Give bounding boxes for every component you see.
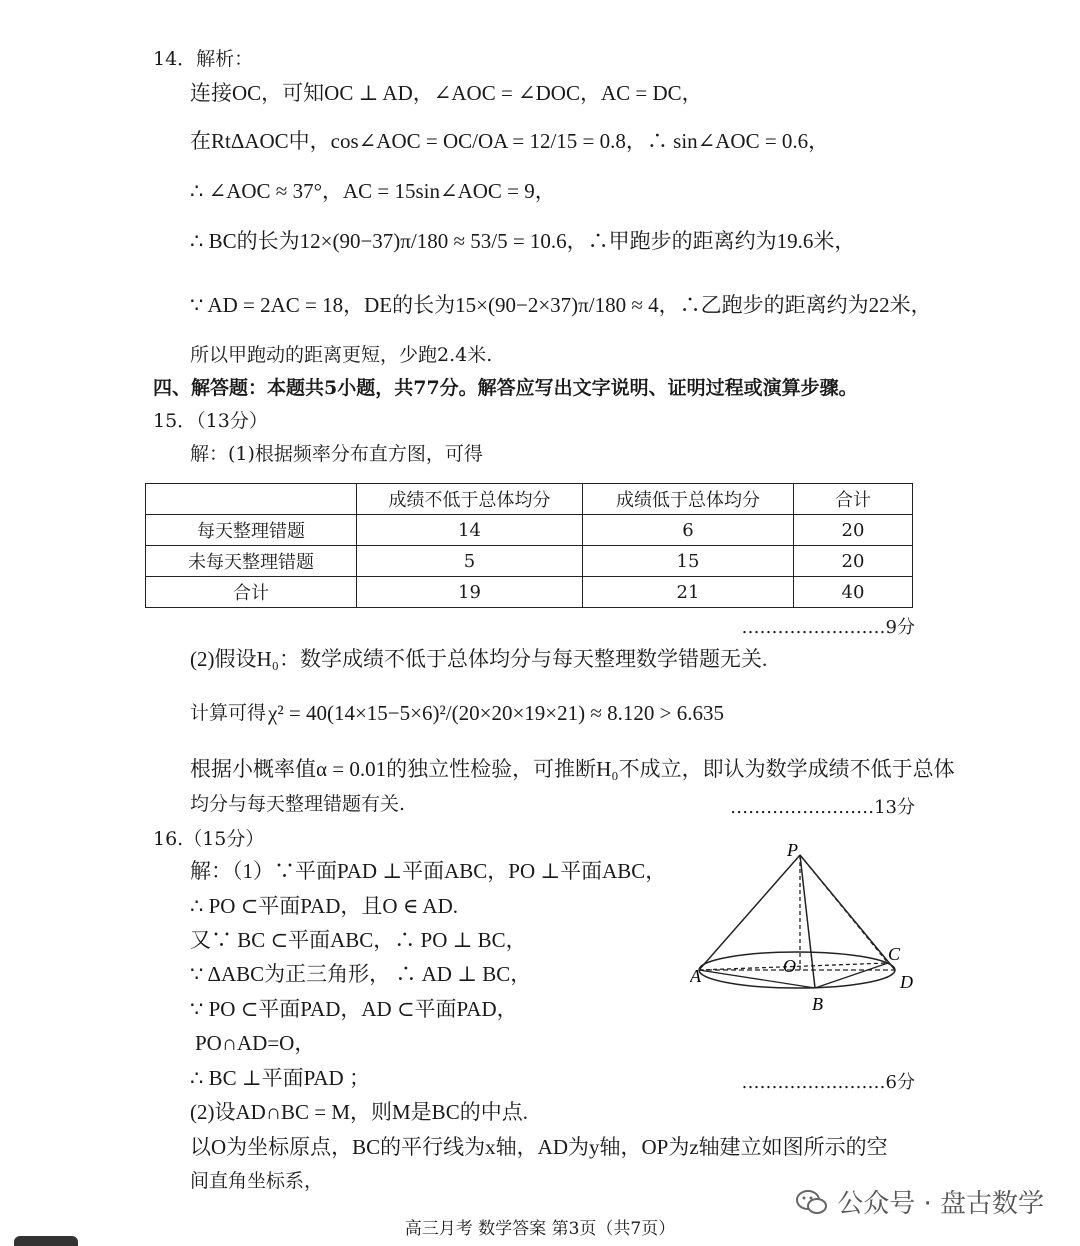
cone-figure xyxy=(690,840,920,1020)
table-cell: 合计 xyxy=(146,577,357,608)
table-cell: 未每天整理错题 xyxy=(146,546,357,577)
label-o: O xyxy=(783,956,796,976)
line-ab xyxy=(699,970,815,988)
label-b: B xyxy=(812,994,823,1014)
q14-label: 14．解析： xyxy=(153,48,254,70)
q16-line-3: 又∵ BC ⊂平面ABC，∴ PO ⊥ BC， xyxy=(190,928,527,952)
table-row xyxy=(146,577,913,608)
q15-label: 15．（13分） xyxy=(153,410,268,432)
label-a: A xyxy=(690,966,701,986)
table-cell: 14 xyxy=(357,515,583,546)
watermark-text: 公众号 · 盘古数学 xyxy=(837,1189,1044,1219)
q16-line-9: 以O为坐标原点，BC的平行线为x轴，AD为y轴，OP为z轴建立如图所示的空 xyxy=(190,1135,888,1159)
table-header-cell: 成绩低于总体均分 xyxy=(583,484,794,515)
table-header-cell xyxy=(146,484,357,515)
q16-line-6: PO∩AD=O， xyxy=(195,1031,316,1055)
page-footer: 高三月考 数学答案 第3页（共7页） xyxy=(404,1219,676,1239)
table-cell: 20 xyxy=(794,546,913,577)
q14-line-5: ∵ AD = 2AC = 18，DE的长为15×(90−2×37)π/180 ≈ 4，∴乙跑步的距离约为22米， xyxy=(190,293,932,317)
wechat-icon xyxy=(795,1188,829,1216)
q15-conclusion-1: 根据小概率值α = 0.01的独立性检验，可推断H₀不成立，即认为数学成绩不低于总体 xyxy=(190,757,955,781)
line-pb xyxy=(800,855,815,988)
table-header-row xyxy=(146,484,913,515)
q16-line-10: 间直角坐标系， xyxy=(190,1170,324,1192)
corner-mark xyxy=(14,1236,78,1246)
q14-line-2: 在RtΔAOC中，cos∠AOC = OC/OA = 12/15 = 0.8，∴ sin∠AOC = 0.6， xyxy=(190,129,830,153)
q16-line-5: ∵ PO ⊂平面PAD，AD ⊂平面PAD， xyxy=(190,997,518,1021)
q16-line-8: (2)设AD∩BC = M，则M是BC的中点. xyxy=(190,1100,528,1124)
table-cell: 21 xyxy=(583,577,794,608)
q16-label: 16.（15分） xyxy=(153,828,265,850)
table-row xyxy=(146,546,913,577)
table-header-cell: 成绩不低于总体均分 xyxy=(357,484,583,515)
frequency-table xyxy=(145,483,913,608)
q16-score: ……………………6分 xyxy=(741,1072,915,1093)
table-header-cell: 合计 xyxy=(794,484,913,515)
label-c: C xyxy=(888,944,901,964)
q15-hypothesis: (2)假设H₀：数学成绩不低于总体均分与每天整理数学错题无关. xyxy=(190,647,768,671)
label-d: D xyxy=(900,972,913,992)
q15-intro: 解：(1)根据频率分布直方图，可得 xyxy=(190,443,483,465)
q14-line-6: 所以甲跑动的距离更短，少跑2.4米. xyxy=(190,344,493,366)
table-cell: 5 xyxy=(357,546,583,577)
q15-score-2: ……………………13分 xyxy=(730,797,915,818)
table-cell: 每天整理错题 xyxy=(146,515,357,546)
q16-line-7: ∴ BC ⊥平面PAD ； xyxy=(190,1066,370,1090)
q16-line-2: ∴ PO ⊂平面PAD，且O ∈ AD. xyxy=(190,894,459,918)
table-cell: 15 xyxy=(583,546,794,577)
q16-line-1: 解：（1）∵平面PAD ⊥平面ABC，PO ⊥平面ABC， xyxy=(190,859,667,883)
q14-line-1: 连接OC，可知OC ⊥ AD，∠AOC = ∠DOC，AC = DC， xyxy=(190,81,703,105)
q15-score-1: ……………………9分 xyxy=(741,617,915,638)
q15-chi-square: χ² = 40(14×15−5×6)²/(20×20×19×21) ≈ 8.120 > 6.635 xyxy=(268,701,724,725)
label-p: P xyxy=(787,840,798,860)
q16-line-4: ∵ ΔABC为正三角形， ∴ AD ⊥ BC， xyxy=(190,962,532,986)
q15-calc-prefix: 计算可得 xyxy=(190,702,267,724)
table-cell: 19 xyxy=(357,577,583,608)
table-cell: 6 xyxy=(583,515,794,546)
q15-conclusion-2: 均分与每天整理错题有关. xyxy=(190,793,406,815)
q14-line-3: ∴ ∠AOC ≈ 37°，AC = 15sin∠AOC = 9， xyxy=(190,179,556,203)
table-cell: 20 xyxy=(794,515,913,546)
table-row xyxy=(146,515,913,546)
table-cell: 40 xyxy=(794,577,913,608)
section-4-heading: 四、解答题：本题共5小题，共77分。解答应写出文字说明、证明过程或演算步骤。 xyxy=(153,377,858,399)
q14-line-4: ∴ BC的长为12×(90−37)π/180 ≈ 53/5 = 10.6，∴甲跑步的距离约为19.6米， xyxy=(190,229,856,253)
